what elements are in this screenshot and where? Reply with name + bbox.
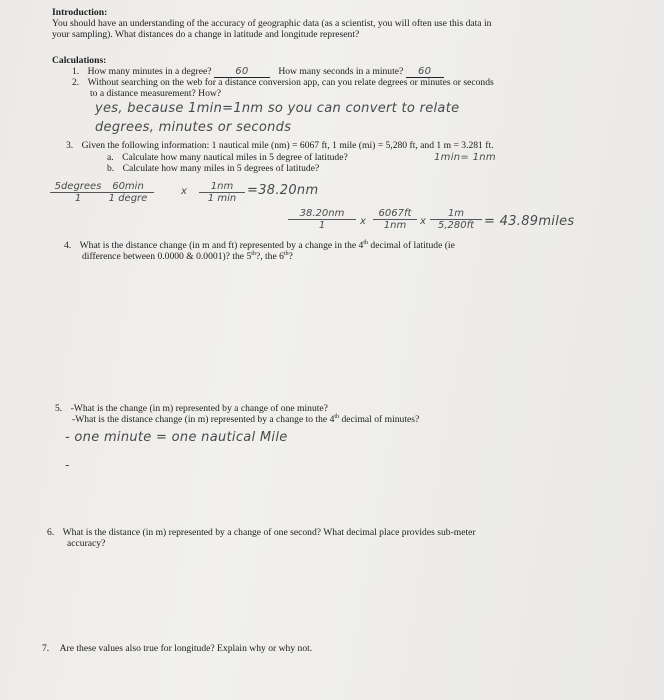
q3-work1-f2-num: 60min: [102, 181, 154, 193]
q3-work1-f3-num: 1nm: [199, 181, 245, 193]
q4-line-2: [82, 251, 293, 262]
intro-line-1: You should have an understanding of the accuracy of geographic data (as a scientist, you will often use this data in: [52, 18, 492, 29]
q3-work1-f1-den: 1: [74, 193, 82, 204]
q3-number: 3.: [66, 140, 74, 151]
q4-sup-3: th: [283, 250, 289, 257]
q4-text-1a: What is the distance change (in m and ft) represented by a change in the 4: [79, 240, 364, 251]
q3-work2-f1-den: 1: [318, 220, 326, 231]
q1-text-seconds: How many seconds in a minute?: [278, 66, 404, 77]
q5-sup: th: [334, 413, 340, 420]
q3-work1-times: x: [181, 186, 188, 197]
q3-work2-f3-den: 5,280ft: [437, 220, 475, 231]
q3a-label: a.: [107, 152, 114, 163]
q7-line: [42, 643, 312, 654]
q4-sup-2: th: [251, 250, 256, 257]
q1-answer-minutes: 60: [235, 66, 249, 77]
q3-work2-times-2: x: [420, 216, 427, 227]
intro-heading: Introduction:: [52, 7, 108, 18]
q1-text-minutes: How many minutes in a degree?: [87, 66, 212, 77]
q4-line-1: [64, 240, 455, 251]
q3b-label: b.: [107, 163, 115, 174]
q5-line-1: [55, 403, 328, 414]
q3-handwritten-note: 1min= 1nm: [434, 152, 496, 163]
q5-text-2a: -What is the distance change (in m) represented by a change to the 4: [72, 414, 335, 425]
q3b-text: Calculate how many miles in 5 degrees of latitude?: [122, 163, 320, 174]
q4-sup-1: th: [363, 239, 368, 246]
q3-work2-times-1: x: [360, 216, 367, 227]
q2-text-1: Without searching on the web for a distance conversion app, can you relate degrees or minutes or seconds: [87, 77, 494, 88]
q3-work2-f2-den: 1nm: [383, 220, 407, 231]
q5-handwritten-answer-2: -: [65, 458, 70, 472]
q3-line: [66, 140, 494, 151]
q1-answer-seconds: 60: [418, 66, 432, 77]
q4-text-1b: decimal of latitude (ie: [368, 240, 455, 251]
q6-line-1: [47, 527, 476, 538]
q4-text-2b: ?, the 6: [255, 251, 284, 262]
q5-handwritten-answer-1: - one minute = one nautical Mile: [65, 430, 288, 445]
q3-work1-fraction-1: [50, 181, 106, 204]
q3-work2-f1-num: 38.20nm: [288, 208, 356, 220]
q7-number: 7.: [42, 643, 50, 654]
q3-text: Given the following information: 1 nautical mile (nm) = 6067 ft, 1 mile (mi) = 5,280 ft, and 1 m = 3.281 ft.: [81, 140, 494, 151]
q5-number: 5.: [55, 403, 63, 414]
q3a-line: [107, 152, 348, 163]
q3-work2-fraction-1: [288, 208, 356, 231]
q3-work1-f3-den: 1 min: [207, 193, 237, 204]
q3-work2-fraction-3: [430, 208, 482, 231]
q6-text-1: What is the distance (in m) represented by a change of one second? What decimal place provides sub-meter: [62, 527, 476, 538]
q3-work1-f1-num: 5degrees: [50, 181, 106, 193]
q2-handwritten-answer-1: yes, because 1min=1nm so you can convert to relate: [95, 101, 460, 116]
q7-text: Are these values also true for longitude? Explain why or why not.: [59, 643, 313, 654]
q4-number: 4.: [64, 240, 72, 251]
q3-work2-result: = 43.89miles: [484, 214, 575, 229]
q4-text-2a: difference between 0.0000 & 0.0001)? the 5: [82, 251, 252, 262]
q3a-text: Calculate how many nautical miles in 5 degree of latitude?: [122, 152, 348, 163]
q3-work2-f2-num: 6067ft: [373, 208, 417, 220]
q1-number: 1.: [72, 66, 80, 77]
q3-work1-result: =38.20nm: [247, 183, 319, 198]
q2-handwritten-answer-2: degrees, minutes or seconds: [95, 120, 292, 135]
q3-work1-fraction-3: [199, 181, 245, 204]
q5-text-2b: decimal of minutes?: [339, 414, 420, 425]
q4-text-2c: ?: [288, 251, 293, 262]
q2-number: 2.: [72, 77, 80, 88]
q6-number: 6.: [47, 527, 55, 538]
q3b-line: [107, 163, 319, 174]
q3-work1-f2-den: 1 degre: [108, 193, 148, 204]
q5-text-1: -What is the change (in m) represented by a change of one minute?: [70, 403, 328, 414]
q2-line-1: [72, 77, 494, 88]
q3-work2-f3-num: 1m: [430, 208, 482, 220]
q6-line-2: accuracy?: [67, 538, 106, 549]
q3-work1-fraction-2: [102, 181, 154, 204]
q3-work2-fraction-2: [373, 208, 417, 231]
calculations-heading: Calculations:: [52, 55, 107, 66]
q2-line-2: to a distance measurement? How?: [90, 88, 222, 99]
intro-line-2: your sampling). What distances do a change in latitude and longitude represent?: [52, 29, 360, 40]
q5-line-2: [72, 414, 419, 425]
